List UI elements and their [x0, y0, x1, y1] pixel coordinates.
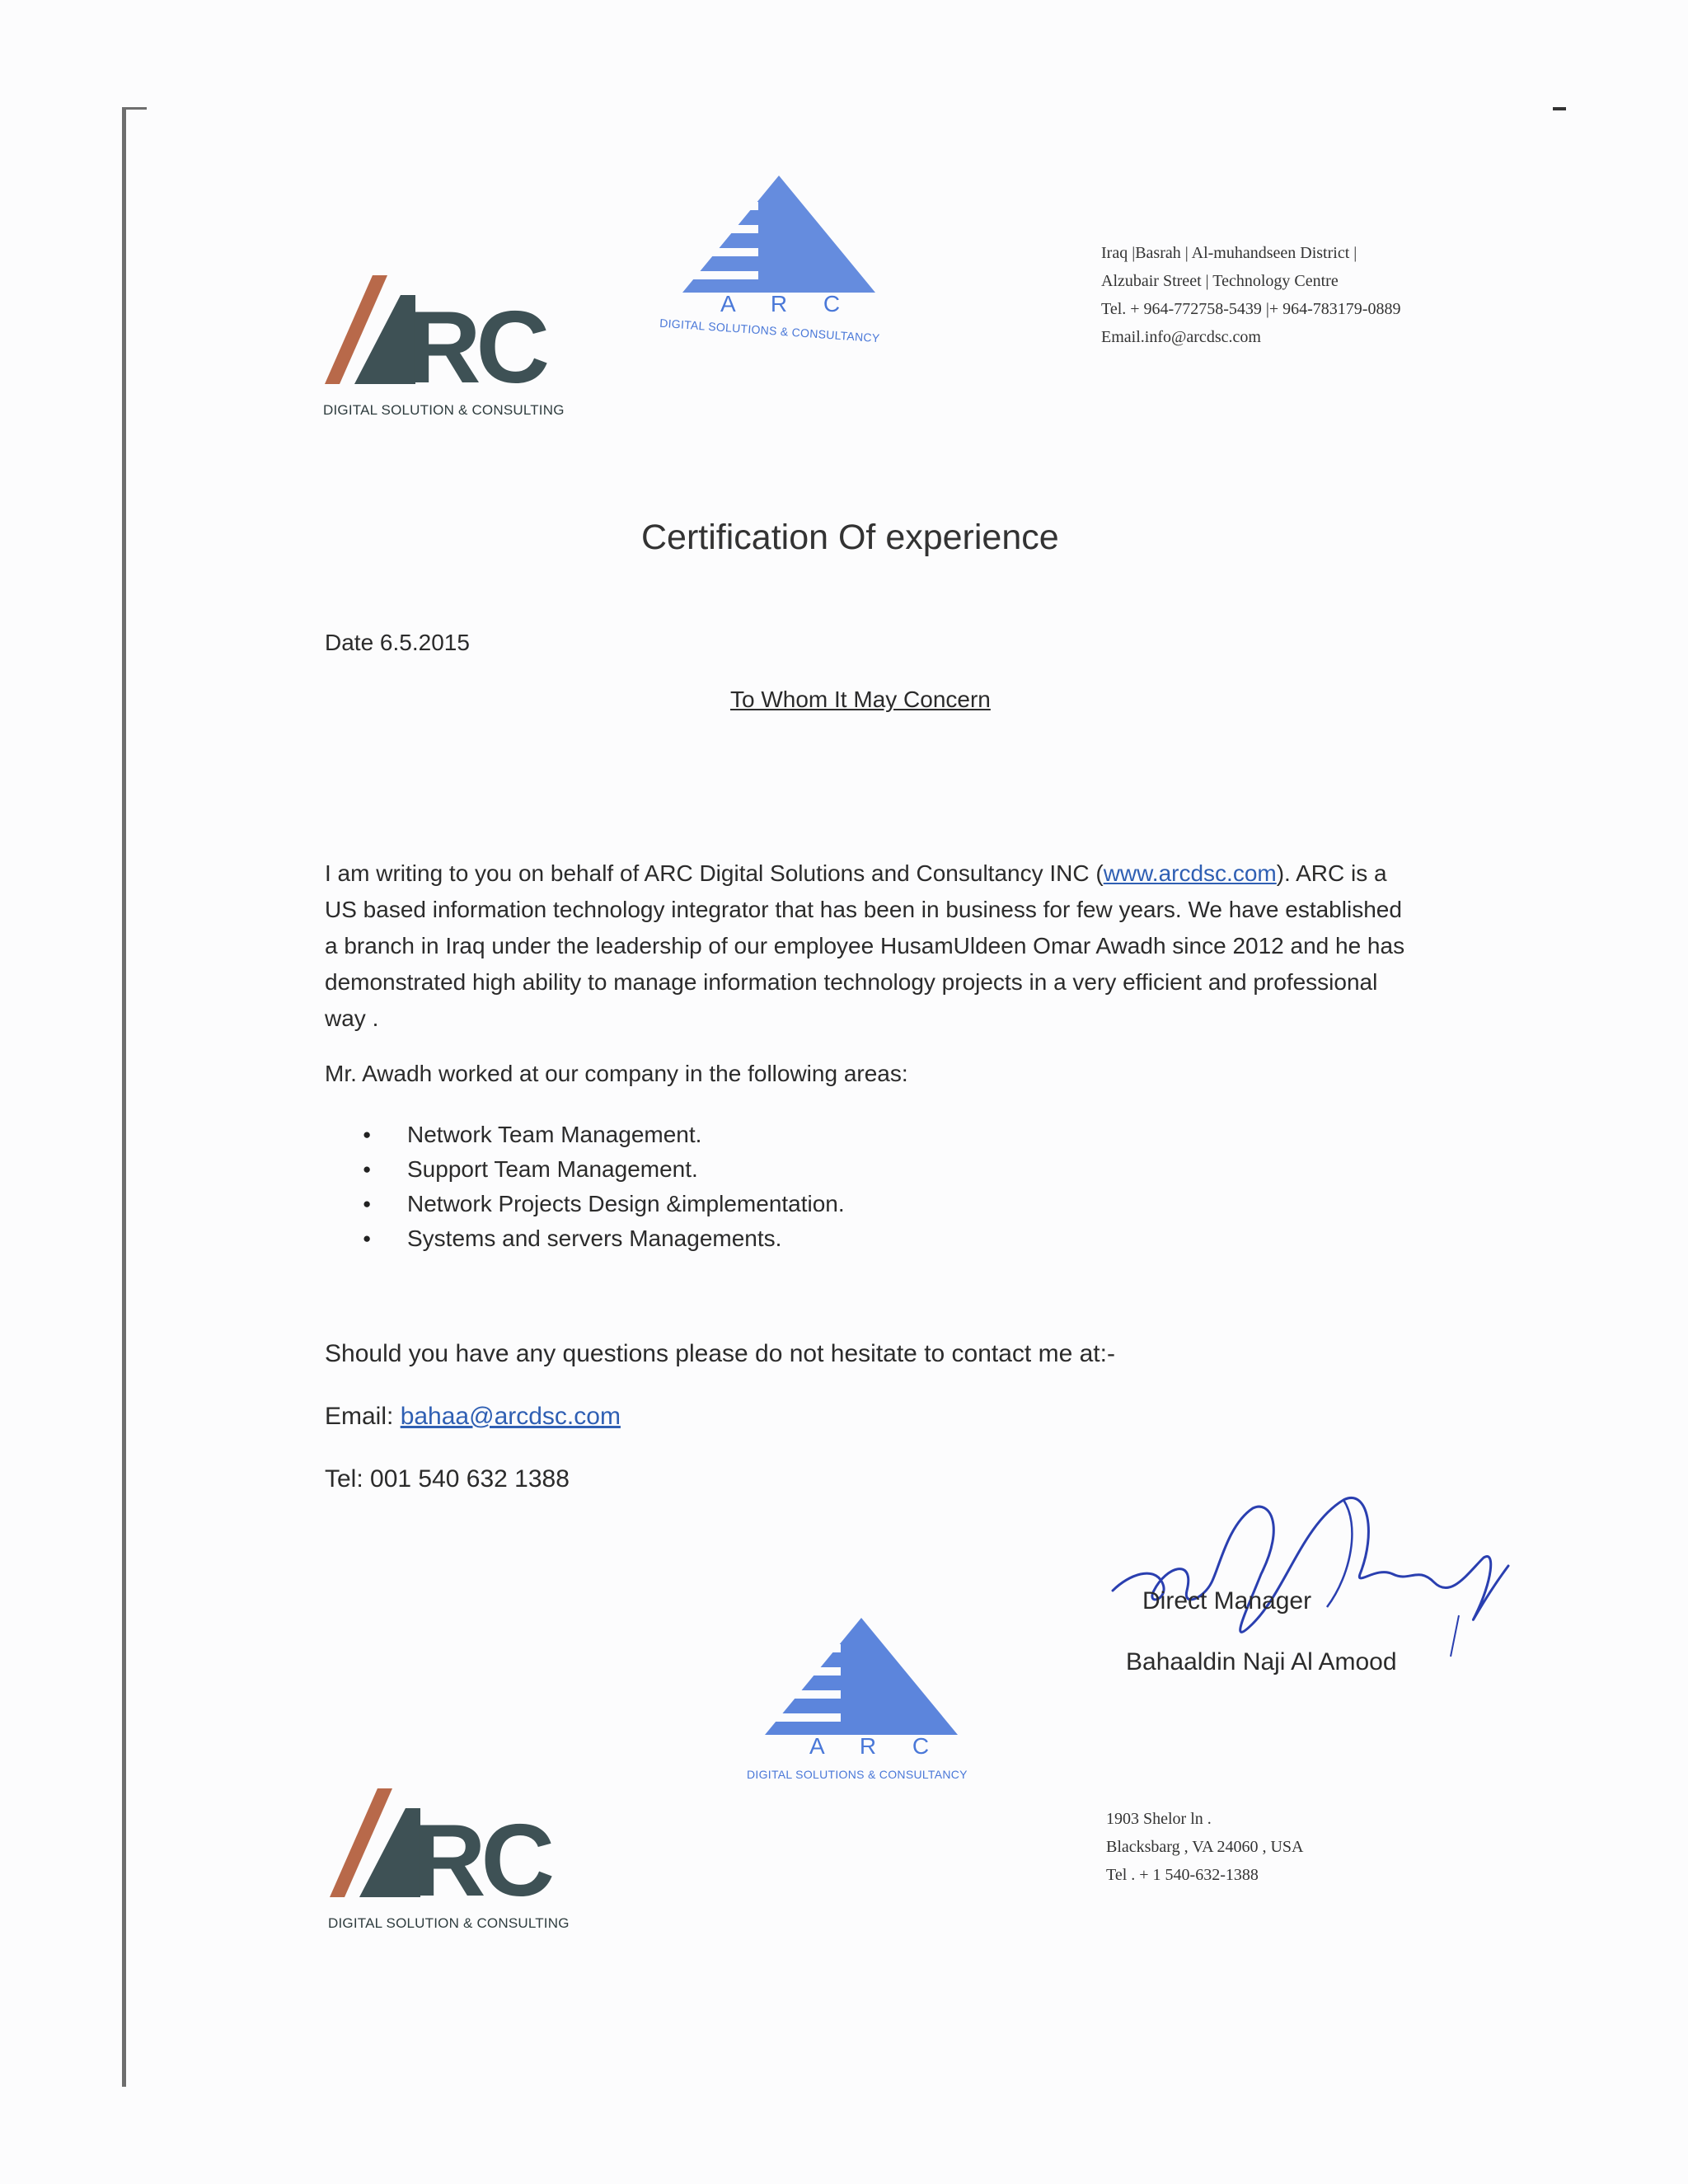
scan-edge-line [122, 109, 126, 2087]
header-address [1101, 239, 1400, 351]
footer-address [1106, 1805, 1303, 1889]
paragraph-text-before-link: I am writing to you on behalf of ARC Digital Solutions and Consultancy INC ( [325, 860, 1104, 886]
salutation: To Whom It May Concern [730, 687, 991, 712]
address-line: Alzubair Street | Technology Centre [1101, 272, 1339, 290]
contact-tel: Tel: 001 540 632 1388 [325, 1465, 570, 1493]
stamp-letters: A R C [809, 1733, 945, 1759]
arc-logo-footer [326, 1783, 574, 1932]
logo-wordmark: RC [407, 291, 546, 394]
arc-logo-header [321, 270, 569, 419]
logo-tagline: DIGITAL SOLUTION & CONSULTING [323, 402, 565, 418]
paragraph-text-after-link: ). ARC is a US based information technology integrator that has been in business for few years. We have established a branch in Iraq under the leadership of our employee HusamUldeen Omar Awadh since 2012 and he has demonstrated high ability to manage information technology projects in a very efficient and professional way . [325, 860, 1405, 1031]
logo-tagline: DIGITAL SOLUTION & CONSULTING [328, 1915, 570, 1931]
areas-list [354, 1118, 845, 1256]
email-link[interactable]: bahaa@arcdsc.com [400, 1403, 621, 1430]
scan-edge-corner [122, 107, 147, 110]
signatory-title: Direct Manager [1142, 1587, 1312, 1615]
address-line: Blacksbarg , VA 24060 , USA [1106, 1838, 1304, 1856]
logo-wordmark: RC [412, 1804, 551, 1907]
address-line: Tel . + 1 540-632-1388 [1106, 1866, 1259, 1884]
stamp-letters: A R C [720, 291, 856, 316]
document-date: Date 6.5.2015 [325, 630, 470, 655]
address-line: Email.info@arcdsc.com [1101, 328, 1261, 346]
address-line: 1903 Shelor ln . [1106, 1810, 1212, 1828]
stamp-pyramid-icon [742, 1611, 981, 1743]
list-item: ● Network Team Management. [354, 1118, 845, 1152]
address-line: Iraq |Basrah | Al-muhandseen District | [1101, 244, 1357, 262]
stamp-subtitle: DIGITAL SOLUTIONS & CONSULTANCY [747, 1768, 968, 1781]
address-line: Tel. + 964-772758-5439 |+ 964-783179-0889 [1101, 300, 1401, 318]
arc-logo-mark-icon [321, 270, 569, 394]
signatory-name: Bahaaldin Naji Al Amood [1126, 1648, 1397, 1675]
arc-logo-mark-icon [326, 1783, 574, 1907]
stamp-subtitle: DIGITAL SOLUTIONS & CONSULTANCY [659, 316, 881, 345]
document-title: Certification Of experience [641, 518, 1059, 557]
list-item: ● Systems and servers Managements. [354, 1221, 845, 1256]
areas-intro: Mr. Awadh worked at our company in the following areas: [325, 1061, 908, 1086]
arc-stamp-header [659, 169, 898, 359]
contact-intro: Should you have any questions please do not hesitate to contact me at:- [325, 1340, 1115, 1367]
body-paragraph [325, 855, 1421, 1037]
contact-email-row [325, 1403, 621, 1431]
list-item: ● Network Projects Design &implementation. [354, 1187, 845, 1221]
scan-mark [1553, 107, 1566, 110]
website-link[interactable]: www.arcdsc.com [1103, 860, 1277, 886]
email-label: Email: [325, 1403, 401, 1430]
stamp-pyramid-icon [659, 169, 898, 301]
list-item: ● Support Team Management. [354, 1152, 845, 1187]
arc-stamp-footer [742, 1611, 981, 1801]
